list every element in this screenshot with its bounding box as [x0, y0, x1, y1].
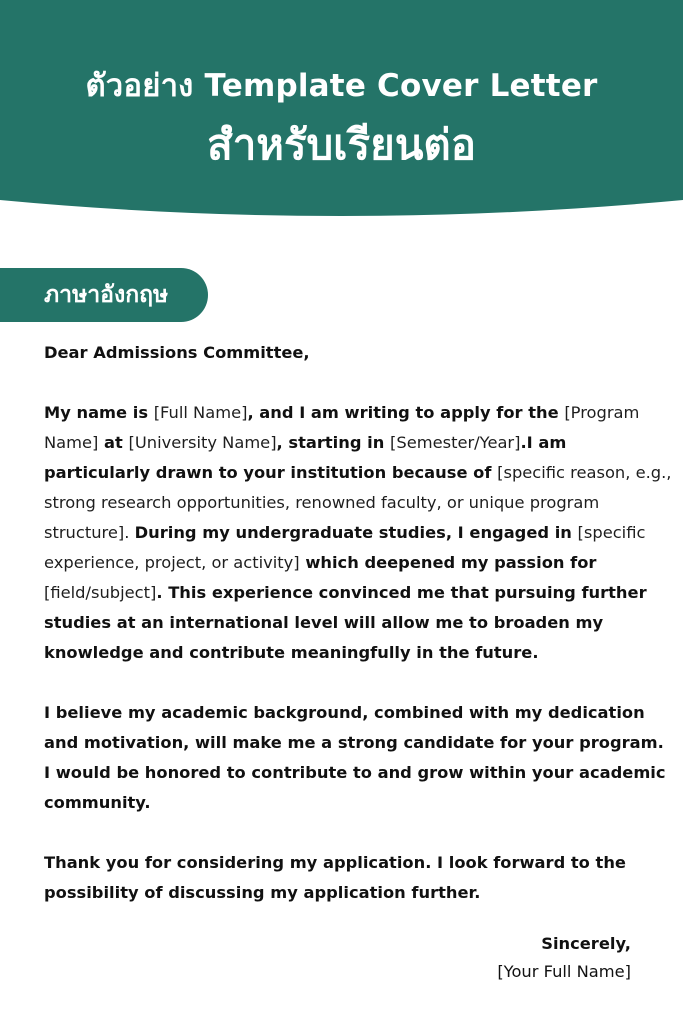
header-title-line1: ตัวอย่าง Template Cover Letter [85, 68, 598, 104]
letter-paragraph-3: Thank you for considering my application. I look forward to the possibility of discussing my application further. [44, 853, 626, 902]
letter-body [44, 338, 674, 908]
letter-greeting: Dear Admissions Committee, [44, 343, 310, 362]
header-title-line2: สำหรับเรียนต่อ [207, 120, 476, 169]
section-tab-english: ภาษาอังกฤษ [0, 268, 208, 322]
header-band [0, 0, 683, 220]
letter-closing: Sincerely, [541, 934, 631, 953]
letter-paragraph-1: My name is [Full Name], and I am writing to apply for the [Program Name] at [University Name], starting in [Semester/Year].I am particularly drawn to your institution because of [specific reason, e.g., strong research opportunities, renowned faculty, or unique program structure]. During my undergraduate studies, I engaged in [specific experience, project, or activity] which deepened my passion for [field/subject]. This experience convinced me that pursuing further studies at an international level will allow me to broaden my knowledge and contribute meaningfully in the future. [44, 403, 672, 662]
letter-paragraph-2: I believe my academic background, combined with my dedication and motivation, will make me a strong candidate for your program. I would be honored to contribute to and grow within your academic community. [44, 703, 666, 812]
letter-signature-placeholder: [Your Full Name] [497, 962, 631, 981]
letter-signoff [497, 930, 631, 986]
header-curve-shape [0, 0, 683, 220]
